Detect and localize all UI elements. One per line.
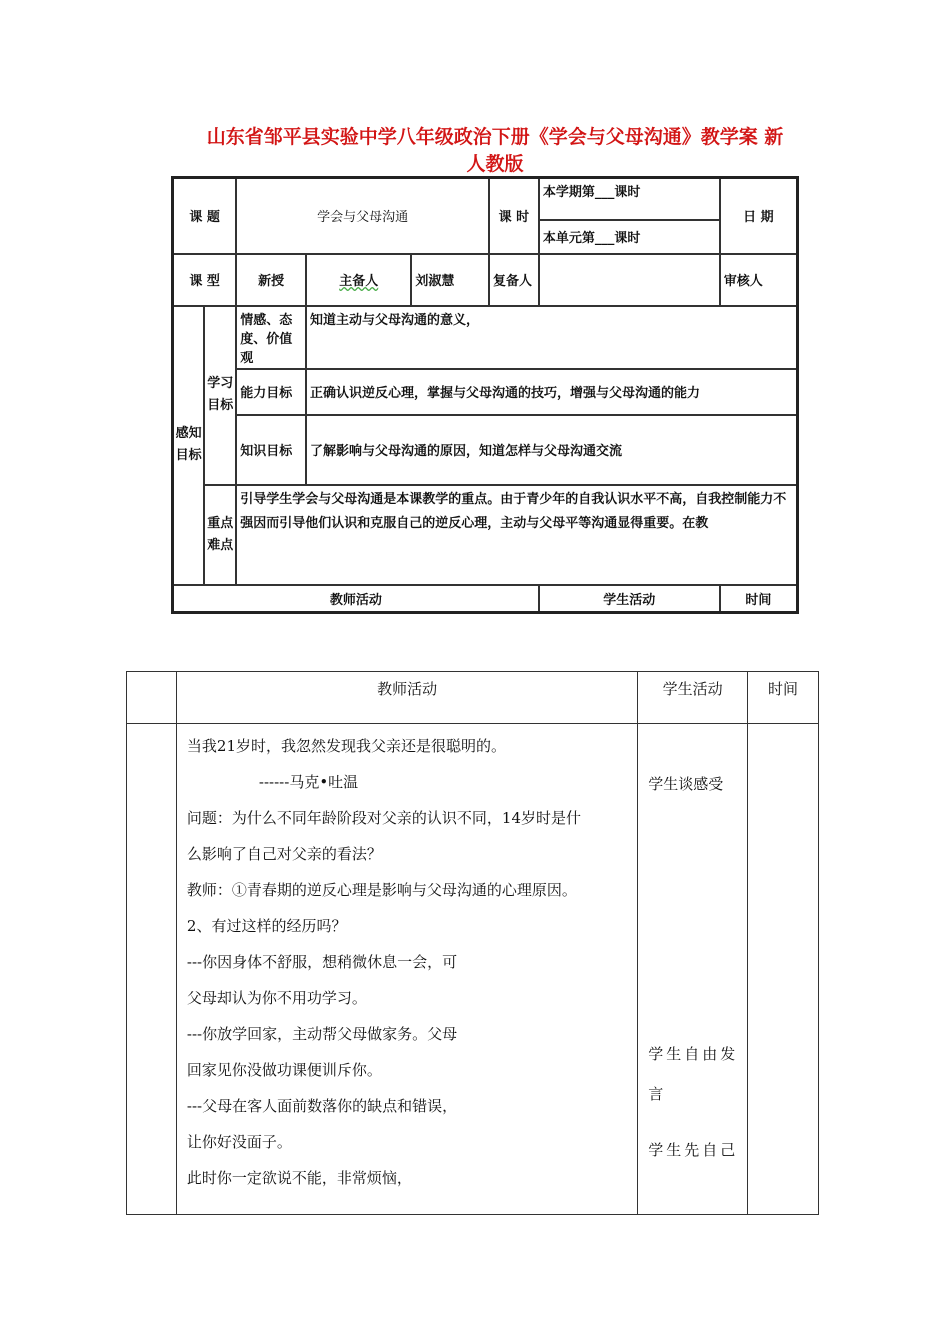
perceive-label: 感知目标 xyxy=(173,306,205,585)
teacher-activity-header: 教师活动 xyxy=(173,585,539,613)
key-value: 引导学生学会与父母沟通是本课教学的重点。由于青少年的自我认识水平不高，自我控制能力不强因而引导他们认识和克服自己的逆反心理，主动与父母平等沟通显得重要。在教 xyxy=(236,485,797,585)
teacher-line: ---你因身体不舒服，想稍微休息一会，可 xyxy=(186,953,458,971)
time-header: 时间 xyxy=(748,672,819,724)
activity-table xyxy=(126,671,819,1215)
course-value: 学会与父母沟通 xyxy=(236,178,489,254)
teacher-line: 让你好没面子。 xyxy=(186,1133,292,1151)
title-line-1: 山东省邹平县实验中学八年级政治下册《学会与父母沟通》教学案 新 xyxy=(206,126,784,148)
period-label: 课 时 xyxy=(489,178,539,254)
student-activity-header: 学生活动 xyxy=(539,585,720,613)
teacher-line: ---父母在客人面前数落你的缺点和错误， xyxy=(186,1097,458,1115)
co-label: 复备人 xyxy=(489,254,539,306)
course-label: 课 题 xyxy=(173,178,237,254)
emotion-value: 知道主动与父母沟通的意义， xyxy=(306,306,798,369)
teacher-line: 当我21岁时，我忽然发现我父亲还是很聪明的。 xyxy=(186,737,506,755)
student-activity-header: 学生活动 xyxy=(638,672,748,724)
teacher-line: 此时你一定欲说不能，非常烦恼， xyxy=(186,1169,412,1187)
lead-value: 刘淑慧 xyxy=(411,254,489,306)
student-activity-content xyxy=(638,724,748,1215)
knowledge-value: 了解影响与父母沟通的原因，知道怎样与父母沟通交流 xyxy=(306,415,798,485)
lead-label: 主备人 xyxy=(306,254,411,306)
teacher-line: 回家见你没做功课便训斥你。 xyxy=(186,1061,382,1079)
knowledge-label: 知识目标 xyxy=(236,415,306,485)
learn-goals-label: 学习目标 xyxy=(204,306,236,485)
reviewer-label: 审核人 xyxy=(720,254,798,306)
teacher-line: 教师：①青春期的逆反心理是影响与父母沟通的心理原因。 xyxy=(186,881,577,899)
type-value: 新授 xyxy=(236,254,306,306)
period-unit: 本单元第___课时 xyxy=(539,220,720,254)
time-content xyxy=(748,724,819,1215)
co-value xyxy=(539,254,720,306)
title-line-2: 人教版 xyxy=(466,153,524,175)
emotion-label: 情感、态度、价值观 xyxy=(236,306,306,369)
lesson-info-table xyxy=(171,176,799,614)
key-label: 重点难点 xyxy=(204,485,236,585)
teacher-line: 父母却认为你不用功学习。 xyxy=(186,989,367,1007)
ability-value: 正确认识逆反心理，掌握与父母沟通的技巧，增强与父母沟通的能力 xyxy=(306,369,798,415)
blank-cell xyxy=(127,724,177,1215)
student-free-1: 学生自由发 xyxy=(648,1045,739,1063)
ability-label: 能力目标 xyxy=(236,369,306,415)
teacher-line: 问题：为什么不同年龄阶段对父亲的认识不同，14岁时是什 xyxy=(186,809,581,827)
blank-header xyxy=(127,672,177,724)
time-header: 时间 xyxy=(720,585,798,613)
teacher-line: 么影响了自己对父亲的看法？ xyxy=(186,845,382,863)
student-self: 学生先自己 xyxy=(648,1141,739,1159)
type-label: 课 型 xyxy=(173,254,237,306)
teacher-activity-header: 教师活动 xyxy=(176,672,637,724)
student-free-2: 言 xyxy=(648,1085,667,1103)
teacher-line: ---你放学回家，主动帮父母做家务。父母 xyxy=(186,1025,458,1043)
period-semester: 本学期第___课时 xyxy=(539,178,720,220)
document-title xyxy=(130,124,860,178)
teacher-activity-content xyxy=(176,724,637,1215)
student-talk: 学生谈感受 xyxy=(648,775,724,793)
teacher-line: ------马克•吐温 xyxy=(258,773,359,791)
teacher-line: 2、有过这样的经历吗？ xyxy=(186,917,347,935)
date-label: 日 期 xyxy=(720,178,798,254)
